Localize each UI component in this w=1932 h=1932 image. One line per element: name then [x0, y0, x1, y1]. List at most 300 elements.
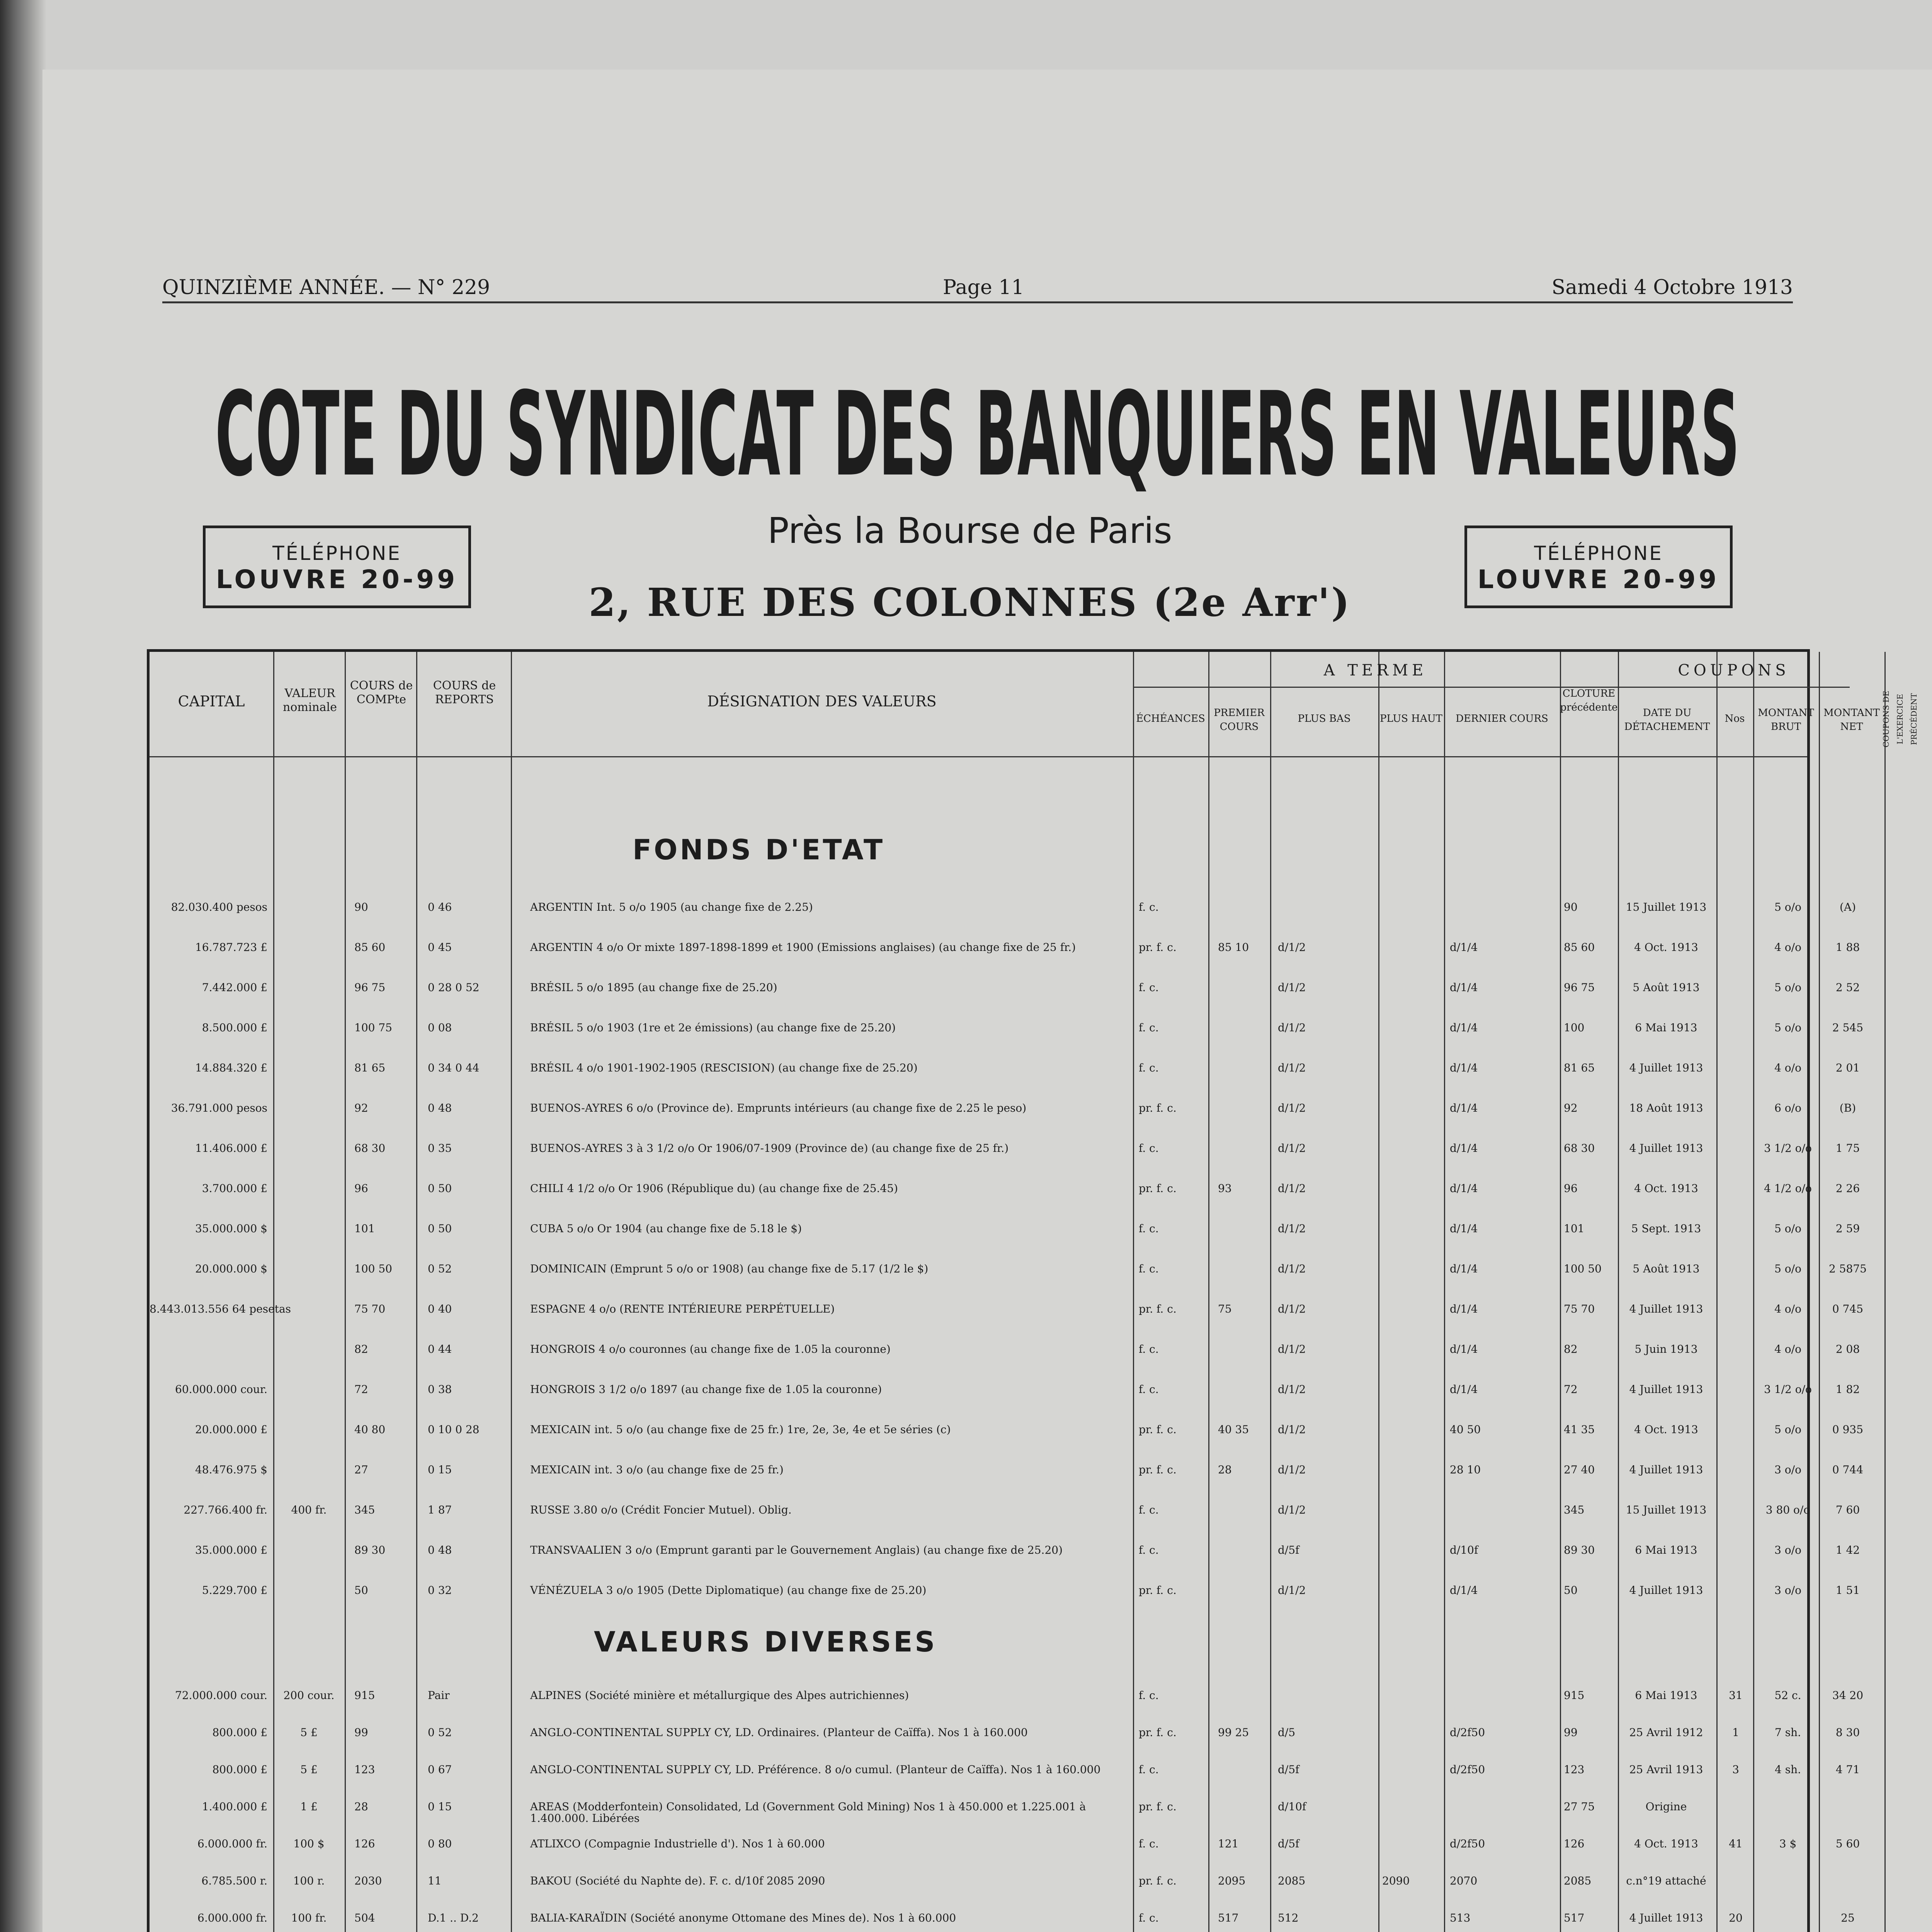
col-header-capital: CAPITAL	[178, 693, 245, 710]
cell-echeance: pr. f. c.	[1139, 1584, 1177, 1597]
cell-net: 7 60	[1835, 1503, 1860, 1516]
cell-net: 25	[1841, 1912, 1855, 1924]
header-rule	[1618, 687, 1850, 688]
cell-reports: 0 10 0 28	[428, 1423, 480, 1436]
cell-capital: 800.000 £	[212, 1726, 267, 1739]
cell-designation: ANGLO-CONTINENTAL SUPPLY CY, LD. Ordinaires. (Planteur de Caïffa). Nos 1 à 160.000	[530, 1726, 1028, 1739]
fonds-etat-row	[150, 1381, 1860, 1415]
cell-brut: 4 sh.	[1774, 1763, 1801, 1776]
cell-net: 0 744	[1832, 1463, 1864, 1476]
cell-reports: 0 52	[428, 1262, 452, 1275]
cell-bas: d/1/2	[1278, 941, 1306, 954]
cell-nominal: 1 £	[300, 1800, 318, 1813]
cell-cloture: 85 60	[1564, 941, 1595, 954]
col-header-numero: Nos	[1725, 713, 1745, 724]
cell-capital: 20.000.000 $	[195, 1262, 267, 1275]
fonds-etat-row	[150, 1502, 1860, 1536]
cell-capital: 11.406.000 £	[195, 1142, 267, 1155]
cell-reports: 0 08	[428, 1021, 452, 1034]
running-head-date: Samedi 4 Octobre 1913	[1551, 276, 1793, 299]
telephone-box-left	[203, 526, 471, 608]
cell-compte: 126	[354, 1837, 375, 1850]
column-rule	[1819, 652, 1820, 1932]
valeurs-diverses-row	[150, 1799, 1807, 1833]
cell-echeance: pr. f. c.	[1139, 941, 1177, 954]
cell-reports: 0 44	[428, 1343, 452, 1355]
cell-net: 1 82	[1835, 1383, 1860, 1396]
cell-designation: ALPINES (Société minière et métallurgique des Alpes autrichiennes)	[530, 1689, 909, 1702]
cell-echeance: f. c.	[1139, 1061, 1159, 1074]
cell-net: 1 42	[1835, 1544, 1860, 1556]
cell-echeance: f. c.	[1139, 1343, 1159, 1355]
cell-bas: d/1/2	[1278, 1383, 1306, 1396]
cell-dernier: d/2f50	[1450, 1763, 1485, 1776]
cell-designation: RUSSE 3.80 o/o (Crédit Foncier Mutuel). Oblig.	[530, 1503, 792, 1516]
cell-dernier: d/1/4	[1450, 1182, 1478, 1195]
cell-net: 0 935	[1832, 1423, 1864, 1436]
cell-nominal: 100 $	[293, 1837, 325, 1850]
cell-date: 4 Oct. 1913	[1634, 1837, 1698, 1850]
fonds-etat-row	[150, 1060, 1860, 1094]
cell-net: 2 52	[1835, 981, 1860, 994]
cell-echeance: pr. f. c.	[1139, 1726, 1177, 1739]
cell-brut: 5 o/o	[1774, 1222, 1801, 1235]
cell-cloture: 517	[1564, 1912, 1585, 1924]
cell-date: 4 Juillet 1913	[1629, 1912, 1703, 1924]
cell-echeance: pr. f. c.	[1139, 1102, 1177, 1114]
cell-compte: 96	[354, 1182, 368, 1195]
cell-reports: 0 34 0 44	[428, 1061, 480, 1074]
cell-cloture: 101	[1564, 1222, 1585, 1235]
cell-brut: 3 o/o	[1774, 1544, 1801, 1556]
cell-compte: 50	[354, 1584, 368, 1597]
cell-net: 2 26	[1835, 1182, 1860, 1195]
cell-reports: 11	[428, 1874, 442, 1887]
cell-no: 1	[1732, 1726, 1739, 1739]
cell-dernier: 513	[1450, 1912, 1471, 1924]
cell-reports: 0 46	[428, 901, 452, 913]
cell-capital: 36.791.000 pesos	[171, 1102, 267, 1114]
cell-date: 4 Juillet 1913	[1629, 1383, 1703, 1396]
cell-cloture: 100 50	[1564, 1262, 1602, 1275]
cell-dernier: d/1/4	[1450, 1142, 1478, 1155]
col-header-brut: MONTANT BRUT	[1758, 707, 1814, 733]
cell-premier: 75	[1218, 1303, 1232, 1315]
cell-cloture: 27 40	[1564, 1463, 1595, 1476]
cell-cloture: 82	[1564, 1343, 1578, 1355]
cell-bas: 512	[1278, 1912, 1299, 1924]
col-header-plus-haut: PLUS HAUT	[1379, 713, 1443, 724]
cell-premier: 2095	[1218, 1874, 1246, 1887]
cell-date: 4 Juillet 1913	[1629, 1061, 1703, 1074]
cell-designation: BAKOU (Société du Naphte de). F. c. d/10f 2085 2090	[530, 1874, 825, 1887]
telephone-box-right	[1464, 526, 1733, 608]
cell-net: 2 59	[1835, 1222, 1860, 1235]
cell-brut: 4 o/o	[1774, 1061, 1801, 1074]
cell-reports: 0 80	[428, 1837, 452, 1850]
cell-designation: BALIA-KARAÏDIN (Société anonyme Ottomane des Mines de). Nos 1 à 60.000	[530, 1912, 956, 1924]
col-header-reports: COURS de REPORTS	[433, 679, 496, 706]
page-binding-edge	[0, 0, 46, 1932]
cell-echeance: f. c.	[1139, 1262, 1159, 1275]
cell-dernier: 40 50	[1450, 1423, 1481, 1436]
cell-designation: ARGENTIN 4 o/o Or mixte 1897-1898-1899 et 1900 (Emissions anglaises) (au change fixe de 25 fr.)	[530, 941, 1076, 954]
cell-compte: 96 75	[354, 981, 386, 994]
cell-echeance: pr. f. c.	[1139, 1182, 1177, 1195]
masthead-title-wrap	[162, 367, 1793, 502]
cell-net: 1 51	[1835, 1584, 1860, 1597]
cell-no: 41	[1729, 1837, 1743, 1850]
masthead-subtitle: Près la Bourse de Paris	[767, 510, 1172, 551]
cell-cloture: 81 65	[1564, 1061, 1595, 1074]
cell-capital: 7.442.000 £	[202, 981, 267, 994]
cell-dernier: d/1/4	[1450, 1262, 1478, 1275]
cell-capital: 82.030.400 pesos	[171, 901, 267, 913]
cell-capital: 1.400.000 £	[202, 1800, 267, 1813]
cell-no: 20	[1729, 1912, 1743, 1924]
cell-capital: 14.884.320 £	[195, 1061, 267, 1074]
col-header-designation: DÉSIGNATION DES VALEURS	[707, 693, 937, 710]
cell-date: 4 Juillet 1913	[1629, 1463, 1703, 1476]
cell-designation: ANGLO-CONTINENTAL SUPPLY CY, LD. Préférence. 8 o/o cumul. (Planteur de Caïffa). Nos 1 à 160.000	[530, 1763, 1101, 1776]
cell-capital: 6.785.500 r.	[201, 1874, 267, 1887]
cell-cloture: 96	[1564, 1182, 1578, 1195]
cell-reports: 1 87	[428, 1503, 452, 1516]
col-header-dernier: DERNIER COURS	[1456, 713, 1548, 724]
fonds-etat-row	[150, 1261, 1867, 1295]
cell-cloture: 915	[1564, 1689, 1585, 1702]
cell-compte: 75 70	[354, 1303, 386, 1315]
cell-compte: 915	[354, 1689, 375, 1702]
cell-echeance: f. c.	[1139, 1021, 1159, 1034]
cell-brut: 6 o/o	[1774, 1102, 1801, 1114]
cell-date: 4 Oct. 1913	[1634, 1182, 1698, 1195]
fonds-etat-row	[150, 1422, 1864, 1456]
cell-dernier: d/1/4	[1450, 1021, 1478, 1034]
cell-compte: 123	[354, 1763, 375, 1776]
cell-dernier: d/1/4	[1450, 1303, 1478, 1315]
cell-nominal: 200 cour.	[283, 1689, 335, 1702]
section-title-fonds-etat: FONDS D'ETAT	[633, 833, 885, 866]
masthead-title: COTE DU SYNDICAT DES BANQUIERS EN VALEURS	[215, 367, 1740, 502]
cell-reports: 0 38	[428, 1383, 452, 1396]
cell-designation: MEXICAIN int. 5 o/o (au change fixe de 25 fr.) 1re, 2e, 3e, 4e et 5e séries (c)	[530, 1423, 951, 1436]
cell-capital: 227.766.400 fr.	[184, 1503, 267, 1516]
col-header-exercice: COUPONS DE L'EXERCICE PRÉCÉDENT	[1881, 690, 1918, 748]
quotation-table	[147, 649, 1918, 1932]
col-header-coupons: COUPONS	[1678, 662, 1790, 679]
cell-compte: 40 80	[354, 1423, 386, 1436]
cell-dernier: 2070	[1450, 1874, 1478, 1887]
cell-date: 4 Juillet 1913	[1629, 1303, 1703, 1315]
cell-net: 0 745	[1832, 1303, 1864, 1315]
cell-dernier: d/1/4	[1450, 1383, 1478, 1396]
cell-echeance: f. c.	[1139, 1142, 1159, 1155]
cell-no: 3	[1732, 1763, 1739, 1776]
col-header-compte: COURS de COMPte	[350, 679, 413, 706]
cell-bas: d/1/2	[1278, 1503, 1306, 1516]
cell-echeance: f. c.	[1139, 1837, 1159, 1850]
cell-cloture: 72	[1564, 1383, 1578, 1396]
telephone-label: TÉLÉPHONE	[272, 542, 401, 565]
cell-date: 5 Juin 1913	[1634, 1343, 1698, 1355]
cell-nominal: 100 r.	[293, 1874, 325, 1887]
col-header-date: DATE DU DÉTACHEMENT	[1624, 707, 1710, 733]
cell-bas: d/1/2	[1278, 1061, 1306, 1074]
cell-premier: 121	[1218, 1837, 1239, 1850]
cell-capital: 3.700.000 £	[202, 1182, 267, 1195]
cell-premier: 517	[1218, 1912, 1239, 1924]
cell-date: 15 Juillet 1913	[1626, 1503, 1707, 1516]
cell-brut: 5 o/o	[1774, 901, 1801, 913]
cell-dernier: d/1/4	[1450, 1584, 1478, 1597]
cell-reports: 0 48	[428, 1544, 452, 1556]
fonds-etat-row	[150, 1462, 1864, 1496]
cell-net: 1 88	[1835, 941, 1860, 954]
cell-compte: 82	[354, 1343, 368, 1355]
cell-bas: d/1/2	[1278, 1021, 1306, 1034]
cell-dernier: 28 10	[1450, 1463, 1481, 1476]
column-rule	[1884, 652, 1886, 1932]
valeurs-diverses-row	[150, 1762, 1860, 1796]
cell-dernier: d/1/4	[1450, 1222, 1478, 1235]
masthead-address: 2, RUE DES COLONNES (2e Arr')	[588, 580, 1351, 625]
cell-echeance: f. c.	[1139, 1912, 1159, 1924]
cell-dernier: d/1/4	[1450, 1061, 1478, 1074]
cell-reports: 0 67	[428, 1763, 452, 1776]
cell-echeance: f. c.	[1139, 1689, 1159, 1702]
cell-designation: VÉNÉZUELA 3 o/o 1905 (Dette Diplomatique) (au change fixe de 25.20)	[530, 1584, 927, 1597]
cell-brut: 52 c.	[1774, 1689, 1801, 1702]
cell-brut: 3 $	[1779, 1837, 1797, 1850]
cell-cloture: 50	[1564, 1584, 1578, 1597]
cell-reports: 0 15	[428, 1463, 452, 1476]
cell-brut: 5 o/o	[1774, 1262, 1801, 1275]
cell-brut: 4 o/o	[1774, 1303, 1801, 1315]
cell-date: 5 Août 1913	[1633, 981, 1700, 994]
cell-echeance: pr. f. c.	[1139, 1800, 1177, 1813]
cell-echeance: f. c.	[1139, 1503, 1159, 1516]
cell-capital: 72.000.000 cour.	[175, 1689, 267, 1702]
cell-cloture: 123	[1564, 1763, 1585, 1776]
cell-date: 5 Août 1913	[1633, 1262, 1700, 1275]
cell-compte: 89 30	[354, 1544, 386, 1556]
cell-designation: BRÉSIL 5 o/o 1903 (1re et 2e émissions) (au change fixe de 25.20)	[530, 1021, 896, 1034]
col-header-echeances: ÉCHÉANCES	[1136, 713, 1205, 724]
cell-compte: 28	[354, 1800, 368, 1813]
cell-reports: 0 52	[428, 1726, 452, 1739]
cell-reports: 0 32	[428, 1584, 452, 1597]
cell-capital: 5.229.700 £	[202, 1584, 267, 1597]
cell-reports: 0 28 0 52	[428, 981, 480, 994]
cell-capital: 8.500.000 £	[202, 1021, 267, 1034]
cell-bas: d/1/2	[1278, 1262, 1306, 1275]
cell-echeance: f. c.	[1139, 1383, 1159, 1396]
cell-date: 4 Oct. 1913	[1634, 941, 1698, 954]
cell-capital: 48.476.975 $	[195, 1463, 267, 1476]
cell-bas: d/1/2	[1278, 1142, 1306, 1155]
col-header-net: MONTANT NET	[1823, 707, 1880, 733]
cell-net: 34 20	[1832, 1689, 1864, 1702]
cell-cloture: 92	[1564, 1102, 1578, 1114]
telephone-number: LOUVRE 20-99	[216, 565, 458, 594]
cell-bas: 2085	[1278, 1874, 1306, 1887]
cell-cloture: 27 75	[1564, 1800, 1595, 1813]
cell-brut: 4 1/2 o/o	[1764, 1182, 1812, 1195]
cell-dernier: d/1/4	[1450, 1102, 1478, 1114]
cell-brut: 4 o/o	[1774, 941, 1801, 954]
cell-compte: 27	[354, 1463, 368, 1476]
cell-date: 4 Juillet 1913	[1629, 1142, 1703, 1155]
cell-brut: 3 o/o	[1774, 1463, 1801, 1476]
section-title-valeurs-diverses: VALEURS DIVERSES	[594, 1626, 937, 1658]
cell-bas: d/10f	[1278, 1800, 1306, 1813]
cell-bas: d/1/2	[1278, 1423, 1306, 1436]
cell-brut: 5 o/o	[1774, 981, 1801, 994]
cell-designation: TRANSVAALIEN 3 o/o (Emprunt garanti par le Gouvernement Anglais) (au change fixe de 25.20)	[530, 1544, 1063, 1556]
cell-bas: d/1/2	[1278, 1222, 1306, 1235]
cell-no: 31	[1729, 1689, 1743, 1702]
cell-date: c.n°19 attaché	[1626, 1874, 1706, 1887]
cell-echeance: f. c.	[1139, 981, 1159, 994]
cell-bas: d/1/2	[1278, 1182, 1306, 1195]
cell-reports: 0 50	[428, 1222, 452, 1235]
cell-designation: ARGENTIN Int. 5 o/o 1905 (au change fixe de 2.25)	[530, 901, 813, 913]
cell-dernier: d/1/4	[1450, 1343, 1478, 1355]
cell-designation: DOMINICAIN (Emprunt 5 o/o or 1908) (au change fixe de 5.17 (1/2 le $)	[530, 1262, 929, 1275]
col-header-nominal: VALEUR nominale	[283, 687, 337, 714]
cell-compte: 100 50	[354, 1262, 392, 1275]
cell-brut: 3 1/2 o/o	[1764, 1383, 1812, 1396]
cell-designation: CUBA 5 o/o Or 1904 (au change fixe de 5.18 le $)	[530, 1222, 802, 1235]
cell-net: 2 08	[1835, 1343, 1860, 1355]
fonds-etat-row	[150, 1542, 1860, 1576]
cell-reports: 0 40	[428, 1303, 452, 1315]
cell-date: 25 Avril 1913	[1629, 1763, 1703, 1776]
cell-date: 18 Août 1913	[1629, 1102, 1703, 1114]
cell-echeance: f. c.	[1139, 1544, 1159, 1556]
valeurs-diverses-row	[150, 1873, 1807, 1907]
fonds-etat-row	[150, 1100, 1856, 1134]
cell-echeance: f. c.	[1139, 1222, 1159, 1235]
valeurs-diverses-row	[150, 1910, 1855, 1932]
cell-designation: HONGROIS 3 1/2 o/o 1897 (au change fixe de 1.05 la couronne)	[530, 1383, 882, 1396]
cell-net: 1 75	[1835, 1142, 1860, 1155]
cell-bas: d/1/2	[1278, 981, 1306, 994]
cell-dernier: d/2f50	[1450, 1837, 1485, 1850]
cell-capital: 800.000 £	[212, 1763, 267, 1776]
cell-dernier: d/1/4	[1450, 981, 1478, 994]
cell-bas: d/1/2	[1278, 1463, 1306, 1476]
cell-date: 25 Avril 1912	[1629, 1726, 1703, 1739]
cell-compte: 504	[354, 1912, 375, 1924]
cell-designation: BUENOS-AYRES 3 à 3 1/2 o/o Or 1906/07-1909 (Province de) (au change fixe de 25 fr.)	[530, 1142, 1009, 1155]
cell-bas: d/1/2	[1278, 1303, 1306, 1315]
cell-bas: d/5f	[1278, 1837, 1299, 1850]
cell-date: 4 Juillet 1913	[1629, 1584, 1703, 1597]
cell-compte: 100 75	[354, 1021, 392, 1034]
cell-premier: 99 25	[1218, 1726, 1249, 1739]
telephone-label: TÉLÉPHONE	[1534, 542, 1663, 565]
cell-premier: 40 35	[1218, 1423, 1249, 1436]
cell-capital: 35.000.000 $	[195, 1222, 267, 1235]
cell-cloture: 2085	[1564, 1874, 1592, 1887]
cell-capital: 6.000.000 fr.	[197, 1837, 267, 1850]
cell-echeance: pr. f. c.	[1139, 1303, 1177, 1315]
cell-dernier: d/2f50	[1450, 1726, 1485, 1739]
cell-cloture: 75 70	[1564, 1303, 1595, 1315]
cell-designation: ESPAGNE 4 o/o (RENTE INTÉRIEURE PERPÉTUELLE)	[530, 1303, 835, 1315]
cell-compte: 99	[354, 1726, 368, 1739]
cell-capital: 16.787.723 £	[195, 941, 267, 954]
cell-date: 15 Juillet 1913	[1626, 901, 1707, 913]
cell-echeance: pr. f. c.	[1139, 1423, 1177, 1436]
valeurs-diverses-row	[150, 1725, 1860, 1759]
running-head-page: Page 11	[943, 276, 1024, 299]
cell-net: 2 5875	[1829, 1262, 1867, 1275]
cell-bas: d/1/2	[1278, 1343, 1306, 1355]
fonds-etat-row	[150, 899, 1856, 933]
cell-brut: 4 o/o	[1774, 1343, 1801, 1355]
running-head-issue: QUINZIÈME ANNÉE. — N° 229	[162, 276, 490, 299]
cell-bas: d/1/2	[1278, 1102, 1306, 1114]
cell-nominal: 400 fr.	[291, 1503, 327, 1516]
cell-date: 5 Sept. 1913	[1631, 1222, 1701, 1235]
cell-cloture: 89 30	[1564, 1544, 1595, 1556]
cell-capital: 8.443.013.556 64 pesetas	[150, 1303, 291, 1315]
cell-net: 2 545	[1832, 1021, 1864, 1034]
cell-haut: 2090	[1382, 1874, 1410, 1887]
cell-premier: 28	[1218, 1463, 1232, 1476]
cell-date: 6 Mai 1913	[1635, 1544, 1697, 1556]
cell-brut: 5 o/o	[1774, 1021, 1801, 1034]
cell-nominal: 5 £	[300, 1763, 318, 1776]
cell-compte: 2030	[354, 1874, 382, 1887]
cell-net: 5 60	[1835, 1837, 1860, 1850]
cell-net: (B)	[1839, 1102, 1856, 1114]
cell-brut: 3 o/o	[1774, 1584, 1801, 1597]
header-rule	[1133, 687, 1618, 688]
cell-compte: 101	[354, 1222, 375, 1235]
cell-cloture: 41 35	[1564, 1423, 1595, 1436]
cell-date: 6 Mai 1913	[1635, 1689, 1697, 1702]
cell-brut: 5 o/o	[1774, 1423, 1801, 1436]
cell-echeance: pr. f. c.	[1139, 1463, 1177, 1476]
cell-reports: Pair	[428, 1689, 450, 1702]
fonds-etat-row	[150, 1140, 1860, 1174]
cell-designation: BRÉSIL 5 o/o 1895 (au change fixe de 25.20)	[530, 981, 777, 994]
running-head	[162, 274, 1793, 303]
fonds-etat-row	[150, 980, 1860, 1014]
cell-capital: 6.000.000 fr.	[197, 1912, 267, 1924]
cell-reports: 0 50	[428, 1182, 452, 1195]
cell-reports: D.1 .. D.2	[428, 1912, 479, 1924]
cell-cloture: 126	[1564, 1837, 1585, 1850]
cell-capital: 20.000.000 £	[195, 1423, 267, 1436]
cell-cloture: 68 30	[1564, 1142, 1595, 1155]
cell-bas: d/5f	[1278, 1544, 1299, 1556]
cell-nominal: 100 fr.	[291, 1912, 327, 1924]
cell-brut: 3 80 o/o	[1765, 1503, 1810, 1516]
cell-date: 4 Oct. 1913	[1634, 1423, 1698, 1436]
cell-bas: d/5f	[1278, 1763, 1299, 1776]
cell-net: (A)	[1839, 901, 1856, 913]
cell-compte: 72	[354, 1383, 368, 1396]
cell-cloture: 96 75	[1564, 981, 1595, 994]
cell-designation: HONGROIS 4 o/o couronnes (au change fixe de 1.05 la couronne)	[530, 1343, 891, 1355]
fonds-etat-row	[150, 1301, 1864, 1335]
cell-reports: 0 15	[428, 1800, 452, 1813]
